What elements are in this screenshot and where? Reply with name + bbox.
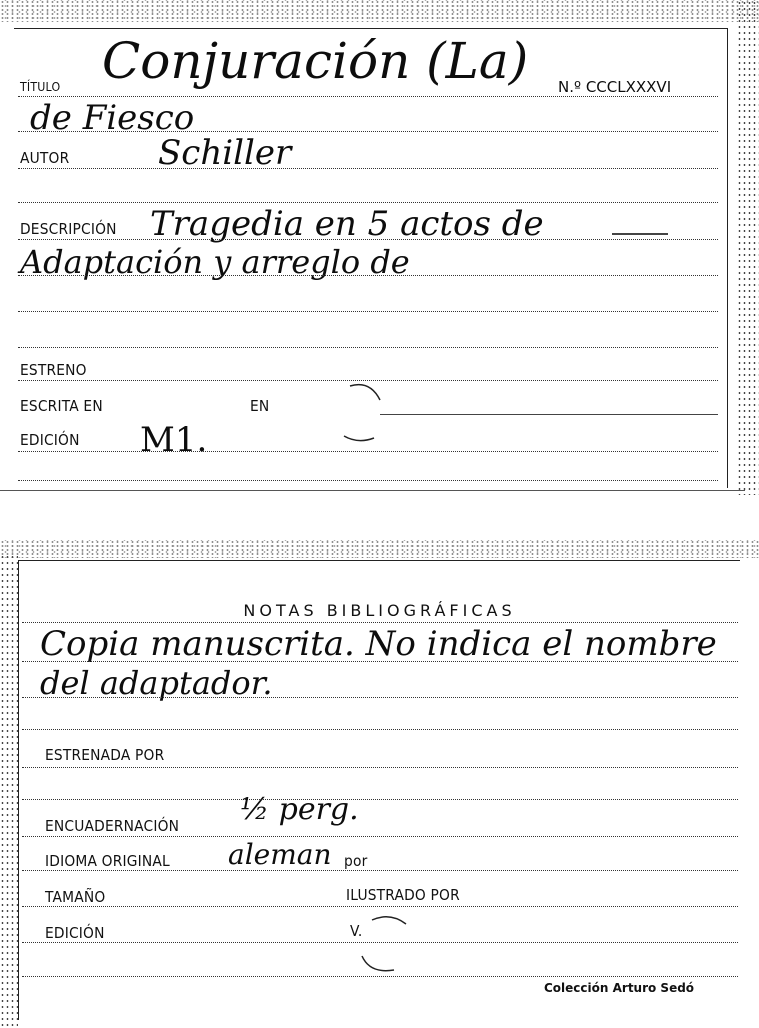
titulo-rule [18,96,718,97]
scan-noise-top [0,0,759,22]
estrenada-por-label: ESTRENADA POR [45,746,165,764]
card-top-border-back [18,560,740,561]
titulo-rule-2 [18,131,718,132]
descripcion-value-line2: Adaptación y arreglo de [20,243,410,281]
ilustrado-label: ILUSTRADO POR [346,886,460,904]
notas-rule-2 [22,661,738,662]
numero-value: N.º CCCLXXXVI [558,78,672,96]
edicion-label-back: EDICIÓN [45,924,105,942]
tamano-label: TAMAÑO [45,888,106,906]
edicion-label: EDICIÓN [20,431,80,449]
card-left-border [18,560,19,1020]
edicion-rule [18,451,718,452]
estreno-label: ESTRENO [20,361,87,379]
titulo-value: Conjuración (La) [102,32,529,90]
blank-rule-back [22,799,738,800]
autor-value: Schiller [158,133,292,173]
escrita-en-rule [380,414,718,415]
card-right-border [727,28,728,488]
faint-stamp-icon-back [350,910,420,980]
catalog-card-front [0,0,759,495]
notas-rule-4 [22,729,738,730]
scan-noise-left [0,554,18,1028]
descripcion-value: Tragedia en 5 actos de [150,204,544,244]
collection-credit: Colección Arturo Sedó [544,981,695,995]
bottom-rule [18,480,718,481]
descripcion-dash [612,233,668,235]
autor-label: AUTOR [20,149,70,167]
idioma-label: IDIOMA ORIGINAL [45,852,170,870]
card-top-border [14,28,728,29]
edicion-value: M1. [140,420,208,460]
faint-stamp-icon [330,378,390,448]
idioma-value: aleman [228,838,332,871]
blank-rule-3 [18,347,718,348]
descripcion-label: DESCRIPCIÓN [20,220,117,238]
idioma-rule [22,870,738,871]
encuadernacion-rule [22,836,738,837]
tamano-rule [22,906,738,907]
descripcion-rule-2 [18,275,718,276]
encuadernacion-value: ½ perg. [240,792,359,827]
en-label: EN [250,397,270,415]
estrenada-rule [22,767,738,768]
catalog-card-back [0,540,759,1028]
blank-rule-2 [18,311,718,312]
descripcion-rule [18,239,718,240]
notas-rule-1 [22,622,738,623]
titulo-label: TÍTULO [20,80,61,94]
notas-value-line2: del adaptador. [40,664,273,702]
titulo-value-line2: de Fiesco [30,98,195,138]
notas-heading: NOTAS BIBLIOGRÁFICAS [243,601,516,620]
blank-rule-1 [18,202,718,203]
scan-noise-right [737,0,759,495]
scan-noise-top-back [0,540,759,558]
encuadernacion-label: ENCUADERNACIÓN [45,817,180,835]
card-bottom-edge [0,490,745,491]
autor-rule [18,168,718,169]
v-label: V. [350,922,363,940]
notas-value-line1: Copia manuscrita. No indica el nombre [40,624,717,664]
por-label: por [344,852,368,870]
notas-rule-3 [22,697,738,698]
escrita-en-label: ESCRITA EN [20,397,103,415]
